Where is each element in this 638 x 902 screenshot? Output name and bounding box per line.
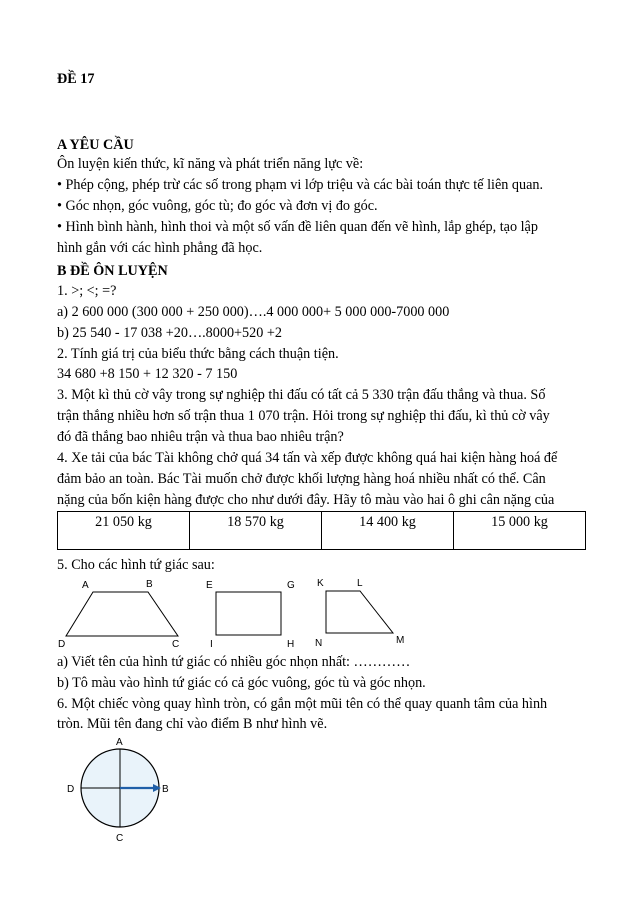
circle-label-C: C <box>116 833 124 844</box>
circle-label-B: B <box>162 784 169 795</box>
label-A: A <box>82 580 89 591</box>
weight-cell[interactable]: 15 000 kg <box>454 512 586 550</box>
question-3-line: đó đã thắng bao nhiêu trận và thua bao nhiêu trận? <box>57 429 344 445</box>
section-a-intro: Ôn luyện kiến thức, kĩ năng và phát triển năng lực về: <box>57 156 364 172</box>
label-E: E <box>206 580 213 591</box>
label-H: H <box>287 639 295 650</box>
section-a-bullet-continuation: hình gắn với các hình phẳng đã học. <box>57 240 263 256</box>
section-a-bullet: • Góc nhọn, góc vuông, góc tù; đo góc và đơn vị đo góc. <box>57 198 378 214</box>
question-4-line: 4. Xe tải của bác Tài không chở quá 34 tấn và xếp được không quá hai kiện hàng hoá để <box>57 450 558 466</box>
question-6-line: tròn. Mũi tên đang chỉ vào điểm B như hình vẽ. <box>57 716 328 732</box>
weight-cell[interactable]: 18 570 kg <box>190 512 322 550</box>
label-D: D <box>58 639 66 650</box>
question-5: 5. Cho các hình tứ giác sau: <box>57 557 215 573</box>
label-M: M <box>396 635 405 646</box>
trapezoid-ABCD <box>66 592 178 636</box>
section-a-bullet: • Phép cộng, phép trừ các số trong phạm vi lớp triệu và các bài toán thực tế liên quan. <box>57 177 544 193</box>
right-trapezoid-KLMN <box>326 591 393 633</box>
question-2-expression: 34 680 +8 150 + 12 320 - 7 150 <box>57 366 238 382</box>
question-3-line: trận thắng nhiều hơn số trận thua 1 070 trận. Hỏi trong sự nghiệp thi đấu, kì thủ cờ vây <box>57 408 550 424</box>
section-b-heading: B ĐỀ ÔN LUYỆN <box>57 263 168 279</box>
weight-cell[interactable]: 21 050 kg <box>58 512 190 550</box>
question-4-line: đảm bảo an toàn. Bác Tài muốn chở được khối lượng hàng hoá nhiều nhất có thể. Cân <box>57 471 546 487</box>
weight-cell[interactable]: 14 400 kg <box>322 512 454 550</box>
label-N: N <box>315 638 323 649</box>
question-5a: a) Viết tên của hình tứ giác có nhiều góc nhọn nhất: ………… <box>57 654 411 670</box>
question-5b: b) Tô màu vào hình tứ giác có cả góc vuông, góc tù và góc nhọn. <box>57 675 426 691</box>
rectangle-EGHI <box>216 592 281 635</box>
label-L: L <box>357 578 363 589</box>
question-3-line: 3. Một kì thủ cờ vây trong sự nghiệp thi đấu có tất cả 5 330 trận đấu thắng và thua. Số <box>57 387 546 403</box>
question-1: 1. >; <; =? <box>57 283 117 299</box>
question-6-line: 6. Một chiếc vòng quay hình tròn, có gắn một mũi tên có thể quay quanh tâm của hình <box>57 696 548 712</box>
label-K: K <box>317 578 324 589</box>
weights-table <box>57 511 586 550</box>
section-a-bullet: • Hình bình hành, hình thoi và một số vấn đề liên quan đến vẽ hình, lắp ghép, tạo lập <box>57 219 538 235</box>
label-I: I <box>210 639 213 650</box>
label-G: G <box>287 580 295 591</box>
circle-label-D: D <box>67 784 75 795</box>
circle-label-A: A <box>116 737 123 748</box>
label-C: C <box>172 639 180 650</box>
page-title: ĐỀ 17 <box>57 71 95 87</box>
question-2: 2. Tính giá trị của biểu thức bằng cách thuận tiện. <box>57 346 339 362</box>
question-1b: b) 25 540 - 17 038 +20….8000+520 +2 <box>57 325 282 341</box>
question-1a: a) 2 600 000 (300 000 + 250 000)….4 000 000+ 5 000 000-7000 000 <box>57 304 450 320</box>
section-a-heading: A YÊU CẦU <box>57 137 134 153</box>
spinner-circle-figure <box>60 735 200 855</box>
quadrilaterals-figure <box>0 576 638 656</box>
weights-row <box>58 512 586 550</box>
label-B: B <box>146 579 153 590</box>
question-4-line: nặng của bốn kiện hàng được cho như dưới đây. Hãy tô màu vào hai ô ghi cân nặng của <box>57 492 555 508</box>
